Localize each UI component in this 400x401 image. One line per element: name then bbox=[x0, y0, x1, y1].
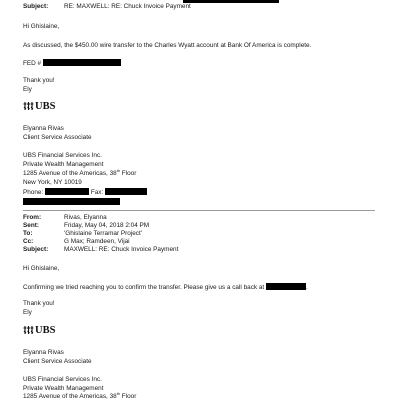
email2-sender-short: Ely bbox=[23, 309, 32, 316]
email1-phone-line bbox=[23, 188, 147, 197]
email1-sender-short: Ely bbox=[23, 86, 32, 93]
from-label: From: bbox=[23, 214, 42, 221]
email-cc: G Max; Ramdeen, Vijai bbox=[64, 238, 130, 245]
email-to: 'Ghislaine Terramar Project' bbox=[64, 230, 142, 237]
email2-sig-title: Client Service Associate bbox=[23, 358, 92, 365]
email2-body-line: Confirming we tried reaching you to confirm the transfer. Please give us a call back at . bbox=[23, 284, 308, 291]
sent-label: Sent: bbox=[23, 222, 39, 229]
email1-closing: Thank you! bbox=[23, 77, 55, 84]
email1-sig-title: Client Service Associate bbox=[23, 134, 92, 141]
to-label: To: bbox=[23, 230, 33, 237]
email1-subject-line bbox=[23, 3, 191, 11]
email-sent: Friday, May 04, 2018 2:04 PM bbox=[64, 222, 150, 229]
redaction-email-address bbox=[23, 198, 120, 205]
fed-label: FED # bbox=[23, 60, 42, 67]
email1-division: Private Wealth Management bbox=[23, 161, 104, 168]
email1-greeting: Hi Ghislaine, bbox=[23, 23, 60, 30]
email1-company: UBS Financial Services Inc. bbox=[23, 152, 102, 159]
redaction-fax bbox=[105, 188, 147, 195]
logo-text: UBS bbox=[35, 101, 56, 112]
logo-text: UBS bbox=[35, 325, 56, 336]
redaction-fed-number bbox=[43, 59, 121, 66]
email-from: Rivas, Elyanna bbox=[64, 214, 107, 221]
email-subject: RE: MAXWELL: RE: Chuck Invoice Payment bbox=[64, 3, 191, 10]
email1-address: 1285 Avenue of the Americas, 38th Floor bbox=[23, 168, 137, 177]
subject-label: Subject: bbox=[23, 246, 49, 253]
email2-company: UBS Financial Services Inc. bbox=[23, 376, 102, 383]
email-subject: MAXWELL: RE: Chuck Invoice Payment bbox=[64, 246, 179, 253]
email2-sig-name: Elyanna Rivas bbox=[23, 349, 64, 356]
ubs-logo bbox=[23, 325, 55, 337]
redaction-top bbox=[183, 0, 279, 3]
subject-label: Subject: bbox=[23, 3, 49, 10]
email2-address: 1285 Avenue of the Americas, 38th Floor bbox=[23, 391, 137, 400]
redaction-phone bbox=[45, 188, 89, 195]
email2-body: Confirming we tried reaching you to confirm the transfer. Please give us a call back at bbox=[23, 284, 265, 291]
email1-fed-line bbox=[23, 59, 121, 68]
ubs-keys-icon bbox=[23, 325, 34, 335]
ubs-keys-icon bbox=[23, 101, 34, 111]
email2-closing: Thank you! bbox=[23, 300, 55, 307]
phone-label: Phone: bbox=[23, 189, 44, 196]
email2-greeting: Hi Ghislaine, bbox=[23, 265, 60, 272]
redaction-callback-number bbox=[266, 283, 306, 290]
email2-subject-line bbox=[23, 246, 178, 254]
email1-body: As discussed, the $450.00 wire transfer to the Charles Wyatt account at Bank Of America is complete. bbox=[23, 42, 312, 49]
cc-label: Cc: bbox=[23, 238, 34, 245]
email1-sig-name: Elyanna Rivas bbox=[23, 125, 64, 132]
email1-city: New York, NY 10019 bbox=[23, 179, 82, 186]
email-separator bbox=[23, 210, 375, 211]
email2-division: Private Wealth Management bbox=[23, 385, 104, 392]
fax-label: Fax: bbox=[90, 189, 104, 196]
ubs-logo bbox=[23, 101, 55, 113]
